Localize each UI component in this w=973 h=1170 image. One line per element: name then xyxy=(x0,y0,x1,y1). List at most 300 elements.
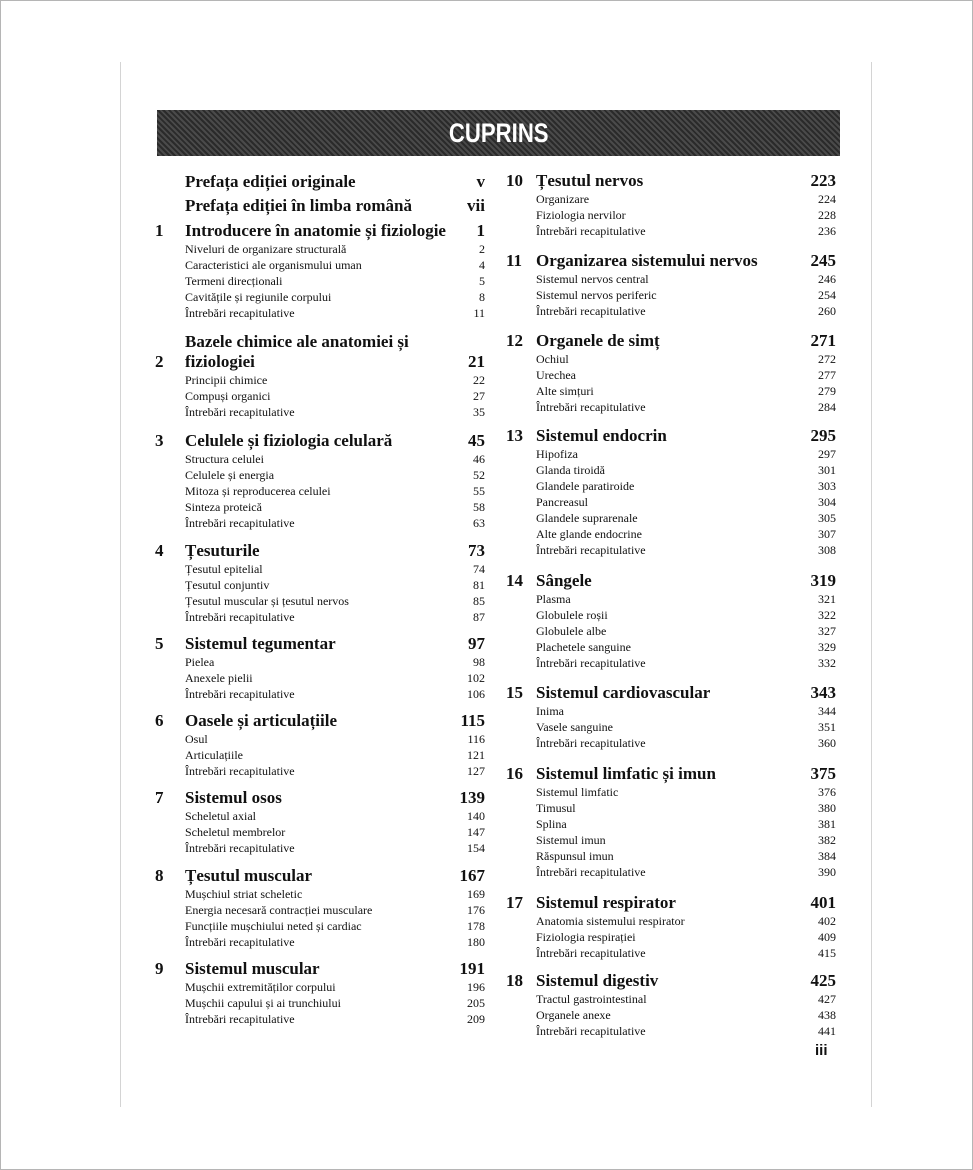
section-entry[interactable] xyxy=(155,825,485,841)
chapter-number: 18 xyxy=(506,971,523,990)
section-title: Sinteza proteică xyxy=(185,500,262,514)
section-entry[interactable] xyxy=(155,306,485,322)
section-title: Timusul xyxy=(536,801,576,815)
section-title: Întrebări recapitulative xyxy=(185,687,295,701)
chapter-entry xyxy=(506,170,836,240)
chapter-heading[interactable] xyxy=(506,330,836,352)
section-entry[interactable] xyxy=(155,562,485,578)
section-title: Întrebări recapitulative xyxy=(536,946,646,960)
section-title: Fiziologia nervilor xyxy=(536,208,626,222)
section-page: 254 xyxy=(818,288,836,302)
section-title: Întrebări recapitulative xyxy=(536,656,646,670)
section-entry[interactable] xyxy=(506,640,836,656)
section-title: Întrebări recapitulative xyxy=(185,841,295,855)
chapter-title: Sistemul osos xyxy=(185,788,282,807)
section-title: Răspunsul imun xyxy=(536,849,614,863)
section-title: Structura celulei xyxy=(185,452,264,466)
section-title: Organizare xyxy=(536,192,590,206)
section-page: 382 xyxy=(818,833,836,847)
chapter-page: 191 xyxy=(459,959,485,978)
chapter-title: Organizarea sistemului nervos xyxy=(536,251,758,270)
section-page: 140 xyxy=(467,809,485,823)
section-entry[interactable] xyxy=(155,373,485,389)
section-entry[interactable] xyxy=(155,258,485,274)
chapter-page: 343 xyxy=(810,683,836,702)
section-entry[interactable] xyxy=(155,405,485,421)
section-entry[interactable] xyxy=(155,655,485,671)
chapter-page: 401 xyxy=(810,893,836,912)
section-page: 305 xyxy=(818,511,836,525)
chapter-heading[interactable] xyxy=(506,425,836,447)
section-entry[interactable] xyxy=(155,452,485,468)
chapter-number: 5 xyxy=(155,634,164,653)
toc-right-column xyxy=(506,170,836,1040)
chapter-entry xyxy=(506,763,836,881)
section-entry[interactable] xyxy=(506,817,836,833)
section-page: 8 xyxy=(479,290,485,304)
section-entry[interactable] xyxy=(506,624,836,640)
section-entry[interactable] xyxy=(506,801,836,817)
section-page: 58 xyxy=(473,500,485,514)
section-entry[interactable] xyxy=(155,484,485,500)
chapter-entry xyxy=(506,892,836,962)
chapter-entry xyxy=(155,865,485,951)
preface-entry[interactable] xyxy=(155,170,485,194)
section-entry[interactable] xyxy=(506,479,836,495)
section-page: 307 xyxy=(818,527,836,541)
chapter-heading[interactable] xyxy=(155,710,485,732)
section-page: 303 xyxy=(818,479,836,493)
chapter-entry xyxy=(155,540,485,626)
chapter-page: 45 xyxy=(468,431,485,450)
section-page: 2 xyxy=(479,242,485,256)
chapter-title: Țesutul muscular xyxy=(185,866,313,885)
section-entry[interactable] xyxy=(506,656,836,672)
section-page: 85 xyxy=(473,594,485,608)
section-title: Globulele roșii xyxy=(536,608,608,622)
chapter-entry xyxy=(506,250,836,320)
section-page: 351 xyxy=(818,720,836,734)
chapter-page: 375 xyxy=(810,764,836,783)
section-title: Splina xyxy=(536,817,567,831)
section-entry[interactable] xyxy=(506,511,836,527)
section-title: Glandele suprarenale xyxy=(536,511,638,525)
section-page: 380 xyxy=(818,801,836,815)
chapter-number: 10 xyxy=(506,171,523,190)
page-number: iii xyxy=(815,1042,828,1059)
chapter-number: 9 xyxy=(155,959,164,978)
section-page: 176 xyxy=(467,903,485,917)
section-entry[interactable] xyxy=(506,1024,836,1040)
chapter-page: 295 xyxy=(810,426,836,445)
section-entry[interactable] xyxy=(155,242,485,258)
section-title: Inima xyxy=(536,704,564,718)
chapter-heading[interactable] xyxy=(155,787,485,809)
section-page: 438 xyxy=(818,1008,836,1022)
section-title: Întrebări recapitulative xyxy=(185,935,295,949)
section-page: 102 xyxy=(467,671,485,685)
section-page: 360 xyxy=(818,736,836,750)
section-page: 46 xyxy=(473,452,485,466)
section-title: Compuși organici xyxy=(185,389,271,403)
chapter-entry xyxy=(155,958,485,1028)
section-page: 279 xyxy=(818,384,836,398)
section-title: Întrebări recapitulative xyxy=(536,224,646,238)
section-page: 332 xyxy=(818,656,836,670)
section-title: Urechea xyxy=(536,368,576,382)
section-title: Pielea xyxy=(185,655,215,669)
section-page: 376 xyxy=(818,785,836,799)
section-title: Țesutul conjuntiv xyxy=(185,578,270,592)
section-page: 301 xyxy=(818,463,836,477)
section-title: Plachetele sanguine xyxy=(536,640,631,654)
chapter-heading[interactable] xyxy=(155,865,485,887)
section-entry[interactable] xyxy=(506,352,836,368)
section-title: Anatomia sistemului respirator xyxy=(536,914,685,928)
section-page: 55 xyxy=(473,484,485,498)
section-page: 272 xyxy=(818,352,836,366)
section-title: Plasma xyxy=(536,592,571,606)
chapter-entry xyxy=(506,425,836,559)
section-title: Sistemul nervos periferic xyxy=(536,288,657,302)
section-page: 209 xyxy=(467,1012,485,1026)
chapter-heading[interactable] xyxy=(155,331,485,373)
section-entry[interactable] xyxy=(506,865,836,881)
section-entry[interactable] xyxy=(506,192,836,208)
title-banner xyxy=(157,110,840,156)
section-entry[interactable] xyxy=(155,290,485,306)
section-title: Glandele paratiroide xyxy=(536,479,635,493)
section-title: Întrebări recapitulative xyxy=(185,306,295,320)
section-entry[interactable] xyxy=(506,384,836,400)
section-page: 116 xyxy=(467,732,485,746)
chapter-heading[interactable] xyxy=(506,763,836,785)
section-title: Cavitățile și regiunile corpului xyxy=(185,290,332,304)
section-page: 154 xyxy=(467,841,485,855)
section-title: Principii chimice xyxy=(185,373,268,387)
section-page: 121 xyxy=(467,748,485,762)
chapter-number: 7 xyxy=(155,788,164,807)
section-title: Întrebări recapitulative xyxy=(185,764,295,778)
section-title: Întrebări recapitulative xyxy=(536,736,646,750)
section-title: Organele anexe xyxy=(536,1008,611,1022)
preface-title: Prefața ediției în limba română xyxy=(185,196,412,215)
section-entry[interactable] xyxy=(155,610,485,626)
section-page: 27 xyxy=(473,389,485,403)
section-entry[interactable] xyxy=(155,578,485,594)
section-title: Pancreasul xyxy=(536,495,588,509)
chapter-title: Sistemul tegumentar xyxy=(185,634,336,653)
section-title: Țesutul epitelial xyxy=(185,562,263,576)
section-page: 381 xyxy=(818,817,836,831)
chapter-page: 167 xyxy=(459,866,485,885)
section-entry[interactable] xyxy=(506,914,836,930)
chapter-number: 11 xyxy=(506,251,523,270)
chapter-number: 3 xyxy=(155,431,164,450)
section-title: Sistemul imun xyxy=(536,833,606,847)
chapter-page: 115 xyxy=(460,711,485,730)
chapter-title: Sistemul digestiv xyxy=(536,971,659,990)
section-title: Globulele albe xyxy=(536,624,607,638)
chapter-title: Organele de simț xyxy=(536,331,660,350)
section-page: 402 xyxy=(818,914,836,928)
chapter-heading[interactable] xyxy=(155,540,485,562)
section-entry[interactable] xyxy=(506,447,836,463)
section-entry[interactable] xyxy=(155,996,485,1012)
section-entry[interactable] xyxy=(155,687,485,703)
section-page: 441 xyxy=(818,1024,836,1038)
chapter-page: 223 xyxy=(810,171,836,190)
section-title: Țesutul muscular și țesutul nervos xyxy=(185,594,349,608)
chapter-title: Sistemul endocrin xyxy=(536,426,667,445)
section-page: 277 xyxy=(818,368,836,382)
chapter-page: 425 xyxy=(810,971,836,990)
section-title: Hipofiza xyxy=(536,447,578,461)
section-page: 260 xyxy=(818,304,836,318)
section-title: Întrebări recapitulative xyxy=(185,610,295,624)
chapter-entry xyxy=(155,331,485,421)
chapter-entry xyxy=(155,633,485,703)
section-entry[interactable] xyxy=(506,946,836,962)
section-page: 127 xyxy=(467,764,485,778)
chapter-heading[interactable] xyxy=(506,170,836,192)
section-title: Sistemul nervos central xyxy=(536,272,649,286)
section-title: Termeni direcționali xyxy=(185,274,283,288)
section-entry[interactable] xyxy=(155,980,485,996)
section-entry[interactable] xyxy=(155,594,485,610)
chapter-title: Sângele xyxy=(536,571,592,590)
page-edge-right xyxy=(871,62,872,1107)
chapter-title: Oasele și articulațiile xyxy=(185,711,338,730)
section-entry[interactable] xyxy=(506,833,836,849)
section-page: 304 xyxy=(818,495,836,509)
chapter-title: Bazele chimice ale anatomiei și fiziologiei xyxy=(185,332,409,371)
section-page: 52 xyxy=(473,468,485,482)
section-entry[interactable] xyxy=(506,224,836,240)
section-title: Tractul gastrointestinal xyxy=(536,992,647,1006)
page-title: CUPRINS xyxy=(448,117,549,148)
chapter-page: 245 xyxy=(810,251,836,270)
section-page: 87 xyxy=(473,610,485,624)
section-title: Mitoza și reproducerea celulei xyxy=(185,484,331,498)
section-entry[interactable] xyxy=(506,543,836,559)
section-title: Alte simțuri xyxy=(536,384,594,398)
chapter-heading[interactable] xyxy=(506,682,836,704)
preface-entry[interactable] xyxy=(155,194,485,218)
section-title: Întrebări recapitulative xyxy=(536,543,646,557)
section-title: Întrebări recapitulative xyxy=(536,865,646,879)
chapter-title: Țesuturile xyxy=(185,541,260,560)
section-entry[interactable] xyxy=(155,468,485,484)
chapter-page: 139 xyxy=(459,788,485,807)
chapter-entry xyxy=(506,570,836,672)
section-title: Mușchii capului și ai trunchiului xyxy=(185,996,341,1010)
section-entry[interactable] xyxy=(155,516,485,532)
section-page: 344 xyxy=(818,704,836,718)
section-title: Întrebări recapitulative xyxy=(536,304,646,318)
section-title: Articulațiile xyxy=(185,748,243,762)
chapter-heading[interactable] xyxy=(155,220,485,242)
section-page: 308 xyxy=(818,543,836,557)
section-entry[interactable] xyxy=(155,671,485,687)
section-page: 196 xyxy=(467,980,485,994)
section-page: 35 xyxy=(473,405,485,419)
section-entry[interactable] xyxy=(155,732,485,748)
section-page: 205 xyxy=(467,996,485,1010)
section-title: Alte glande endocrine xyxy=(536,527,642,541)
chapter-page: 97 xyxy=(468,634,485,653)
chapter-number: 2 xyxy=(155,352,164,371)
chapter-heading[interactable] xyxy=(506,892,836,914)
section-entry[interactable] xyxy=(506,1008,836,1024)
section-page: 297 xyxy=(818,447,836,461)
section-page: 236 xyxy=(818,224,836,238)
chapter-entry xyxy=(155,710,485,780)
section-entry[interactable] xyxy=(506,272,836,288)
section-entry[interactable] xyxy=(155,935,485,951)
section-page: 22 xyxy=(473,373,485,387)
section-page: 390 xyxy=(818,865,836,879)
chapter-title: Sistemul cardiovascular xyxy=(536,683,711,702)
section-entry[interactable] xyxy=(506,288,836,304)
chapter-heading[interactable] xyxy=(506,970,836,992)
section-entry[interactable] xyxy=(506,304,836,320)
section-page: 63 xyxy=(473,516,485,530)
section-title: Fiziologia respirației xyxy=(536,930,636,944)
section-entry[interactable] xyxy=(506,527,836,543)
section-page: 4 xyxy=(479,258,485,272)
chapter-entry xyxy=(506,330,836,416)
section-entry[interactable] xyxy=(155,1012,485,1028)
section-title: Mușchiul striat scheletic xyxy=(185,887,303,901)
section-page: 284 xyxy=(818,400,836,414)
chapter-entry xyxy=(155,430,485,532)
section-page: 322 xyxy=(818,608,836,622)
chapter-number: 15 xyxy=(506,683,523,702)
chapter-number: 1 xyxy=(155,221,164,240)
section-entry[interactable] xyxy=(155,809,485,825)
chapter-heading[interactable] xyxy=(506,570,836,592)
chapter-page: 1 xyxy=(476,221,485,240)
section-page: 228 xyxy=(818,208,836,222)
section-page: 246 xyxy=(818,272,836,286)
section-entry[interactable] xyxy=(506,992,836,1008)
section-title: Caracteristici ale organismului uman xyxy=(185,258,362,272)
section-entry[interactable] xyxy=(155,274,485,290)
chapter-number: 13 xyxy=(506,426,523,445)
chapter-number: 17 xyxy=(506,893,523,912)
preface-title: Prefața ediției originale xyxy=(185,172,356,191)
chapter-heading[interactable] xyxy=(506,250,836,272)
section-entry[interactable] xyxy=(155,500,485,516)
chapter-heading[interactable] xyxy=(155,958,485,980)
section-entry[interactable] xyxy=(155,748,485,764)
chapter-heading[interactable] xyxy=(155,633,485,655)
section-entry[interactable] xyxy=(506,704,836,720)
chapter-title: Celulele și fiziologia celulară xyxy=(185,431,393,450)
section-entry[interactable] xyxy=(155,887,485,903)
section-page: 327 xyxy=(818,624,836,638)
section-title: Mușchii extremităților corpului xyxy=(185,980,336,994)
section-title: Întrebări recapitulative xyxy=(185,405,295,419)
chapter-title: Sistemul limfatic și imun xyxy=(536,764,716,783)
section-entry[interactable] xyxy=(506,930,836,946)
section-page: 147 xyxy=(467,825,485,839)
section-entry[interactable] xyxy=(506,495,836,511)
section-title: Vasele sanguine xyxy=(536,720,613,734)
section-entry[interactable] xyxy=(506,463,836,479)
chapter-title: Sistemul respirator xyxy=(536,893,676,912)
toc-left-column xyxy=(155,170,485,1028)
chapter-title: Țesutul nervos xyxy=(536,171,644,190)
section-entry[interactable] xyxy=(506,208,836,224)
section-page: 427 xyxy=(818,992,836,1006)
chapter-page: 21 xyxy=(468,352,485,371)
section-page: 224 xyxy=(818,192,836,206)
section-page: 180 xyxy=(467,935,485,949)
section-entry[interactable] xyxy=(155,389,485,405)
section-entry[interactable] xyxy=(506,608,836,624)
section-entry[interactable] xyxy=(155,919,485,935)
section-title: Întrebări recapitulative xyxy=(185,516,295,530)
preface-page: v xyxy=(476,172,485,191)
section-page: 415 xyxy=(818,946,836,960)
chapter-number: 16 xyxy=(506,764,523,783)
section-title: Sistemul limfatic xyxy=(536,785,619,799)
chapter-page: 73 xyxy=(468,541,485,560)
chapter-page: 271 xyxy=(810,331,836,350)
chapter-entry xyxy=(155,220,485,322)
section-page: 321 xyxy=(818,592,836,606)
section-title: Osul xyxy=(185,732,208,746)
section-entry[interactable] xyxy=(506,400,836,416)
page-edge-left xyxy=(120,62,121,1107)
section-title: Funcțiile mușchiului neted și cardiac xyxy=(185,919,362,933)
section-page: 409 xyxy=(818,930,836,944)
chapter-number: 6 xyxy=(155,711,164,730)
section-title: Scheletul axial xyxy=(185,809,256,823)
chapter-entry xyxy=(155,787,485,857)
section-title: Ochiul xyxy=(536,352,569,366)
section-title: Glanda tiroidă xyxy=(536,463,605,477)
section-title: Anexele pielii xyxy=(185,671,253,685)
section-entry[interactable] xyxy=(155,764,485,780)
section-title: Niveluri de organizare structurală xyxy=(185,242,347,256)
preface-page: vii xyxy=(467,196,485,215)
section-entry[interactable] xyxy=(506,592,836,608)
section-entry[interactable] xyxy=(506,849,836,865)
section-entry[interactable] xyxy=(155,903,485,919)
section-entry[interactable] xyxy=(506,368,836,384)
section-entry[interactable] xyxy=(506,736,836,752)
chapter-entry xyxy=(506,970,836,1040)
section-entry[interactable] xyxy=(155,841,485,857)
chapter-number: 8 xyxy=(155,866,164,885)
chapter-heading[interactable] xyxy=(155,430,485,452)
section-page: 384 xyxy=(818,849,836,863)
section-page: 178 xyxy=(467,919,485,933)
chapter-number: 12 xyxy=(506,331,523,350)
section-page: 5 xyxy=(479,274,485,288)
section-entry[interactable] xyxy=(506,785,836,801)
chapter-page: 319 xyxy=(810,571,836,590)
section-title: Întrebări recapitulative xyxy=(536,1024,646,1038)
chapter-title: Sistemul muscular xyxy=(185,959,320,978)
chapter-number: 14 xyxy=(506,571,523,590)
section-page: 74 xyxy=(473,562,485,576)
section-entry[interactable] xyxy=(506,720,836,736)
section-title: Energia necesară contracției musculare xyxy=(185,903,373,917)
